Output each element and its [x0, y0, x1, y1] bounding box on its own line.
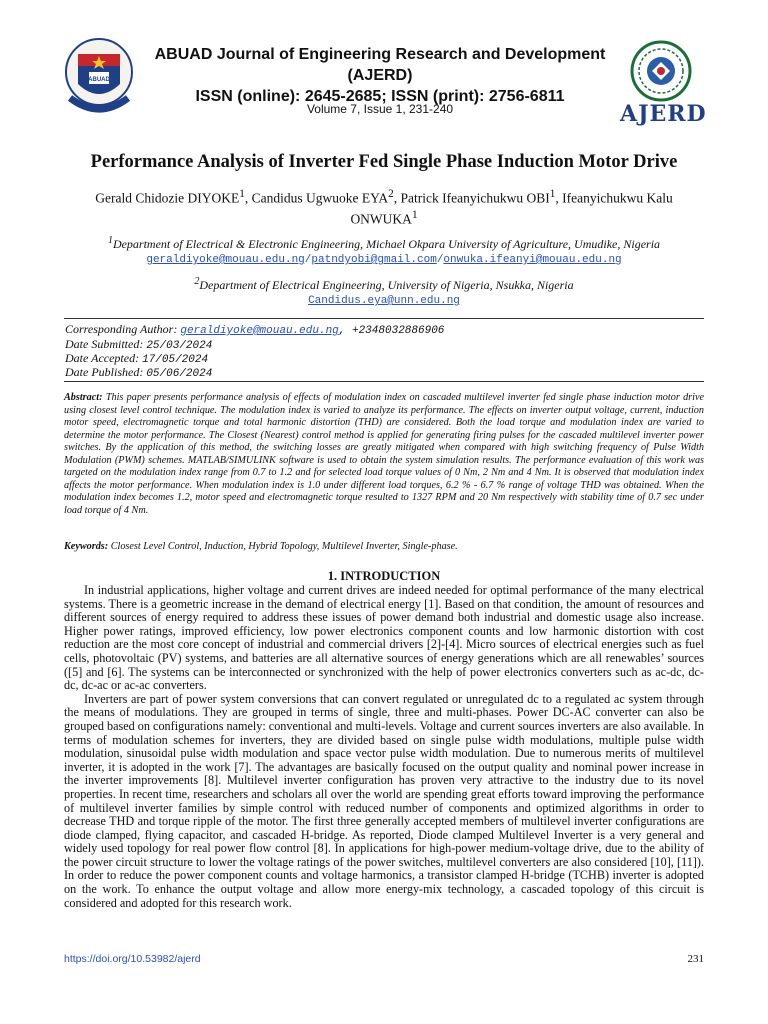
corresponding-phone: , +2348032886906 — [338, 325, 445, 337]
crest-inner-text: ABUAD — [88, 77, 110, 83]
submission-info-box — [64, 318, 704, 382]
affil-text: Department of Electrical & Electronic Engineering, Michael Okpara University of Agriculture, Umudike, Nigeria — [112, 237, 661, 251]
paragraph: Inverters are part of power system conversions that can convert regulated or unregulated dc to a regulated ac system through the means of modulations. They are grouped in terms of single, three and multi-phases. Power DC-AC converter can also be grouped based on configurations namely: conventional and multi-levels. Voltage and current sources inverters are also available. In terms of modulation schemes for inverters, they are divided based on single pulse width modulations, multiple pulse width modulation, sinusoidal pulse width modulation and space vector pulse width modulation. Due to numerous merits of multilevel inverter, it is adopted in the work [7]. The advantages are basically focused on the output quality and nominal power increase in the inverter improvements [8]. Multilevel inverter configuration has proven very attractive to the industry due to its novel properties. In recent time, researchers and scholars all over the world are spending great efforts toward improving the performance of multilevel inverter families by simple control with reduced number of components and optimized algorithms in order to decrease THD and torque ripple of the motor. The first three generally accepted members of multilevel inverter configurations are diode clamped, flying capacitor, and cascaded H-bridge. As reported, Diode clamped Multilevel Inverter is a very general and widely used topology for real power flow control [8]. In applications for high-power medium-voltage drive, due to the ability of the power circuit structure to lower the voltage ratings of the power switches, multilevel converters are also considered [10], [11]). In order to reduce the power component counts and voltage harmonics, a transistor clamped H-bridge (TCHB) inverter is adopted on the work. To enhance the output voltage and allow more energy-mix technology, a cascaded topology of this circuit is considered and adopted for this research work. — [64, 691, 704, 910]
journal-title-block — [140, 44, 620, 107]
keywords-label: Keywords: — [64, 541, 109, 552]
keywords — [64, 541, 704, 552]
author-name: Gerald Chidozie DIYOKE — [95, 190, 240, 206]
section-heading: 1. INTRODUCTION — [327, 569, 441, 583]
published-date: 05/06/2024 — [146, 368, 213, 380]
journal-volume: Volume 7, Issue 1, 231-240 — [306, 102, 454, 116]
journal-issn: ISSN (online): 2645-2685; ISSN (print): 2756-6811 — [195, 88, 565, 105]
author-sup: 1 — [411, 208, 418, 221]
accepted-date: 17/05/2024 — [142, 354, 209, 366]
body-text — [64, 584, 704, 910]
page-number: 231 — [687, 953, 704, 965]
affil-sup: 1 — [107, 235, 113, 246]
university-crest-logo — [64, 36, 134, 120]
author-sup: 2 — [388, 188, 394, 200]
ajerd-seal-logo — [630, 40, 692, 102]
author-name: Patrick Ifeanyichukwu OBI — [400, 190, 550, 206]
ajerd-wordmark: AJERD — [620, 101, 707, 127]
journal-header — [0, 0, 768, 130]
abstract — [64, 392, 704, 517]
journal-name: ABUAD Journal of Engineering Research and Development (AJERD) — [154, 46, 606, 84]
affil-text: Department of Electrical Engineering, University of Nigeria, Nsukka, Nigeria — [199, 278, 574, 292]
published-label: Date Published: — [65, 365, 144, 379]
abstract-text: This paper presents performance analysis of effects of modulation index on cascaded multilevel inverter fed single phase induction motor drive using closest level control technique. The modulation index is varied to analyze its performance. The effects on inverter output voltage, current, induction motor speed, electromagnetic torque and total harmonic distortion (THD) are considered. Both the load torque and modulation index are varied to determine the motor performance. The Closest (Nearest) control method is applied for generating firing pulses for the cascaded multilevel inverter power switches. By the application of this method, the switching losses are greatly mitigated when compared with high switching frequency of Pulse Width Modulation (PWM) schemes. MATLAB/SIMULINK software is used to obtain the system simulation results. The performance evaluation of this work was targeted on the modulation index range from 0.7 to 1.2 and for selected load torque values of 0 Nm, 2 Nm and 4 Nm. It is observed that modulation index affects the motor performance. When modulation index is 1.0 under different load torques, 6.2 % - 6.7 % range of voltage THD was obtained. When the modulation index becomes 1.2, motor speed and electromagnetic torque resulted to 1327 RPM and 20 Nm respectively with stability time of 0.7 sec under load torque of 4 Nm. — [64, 392, 705, 516]
author-sup: 1 — [549, 188, 556, 200]
email-link[interactable]: patndyobi@gmail.com — [311, 254, 437, 266]
email-link[interactable]: Candidus.eya@unn.edu.ng — [308, 295, 460, 307]
keywords-text: Closest Level Control, Induction, Hybrid Topology, Multilevel Inverter, Single-phase. — [110, 541, 458, 552]
corresponding-email[interactable]: geraldiyoke@mouau.edu.ng — [180, 325, 339, 337]
author-name: Ifeanyichukwu Kalu ONWUKA — [350, 190, 673, 226]
email-link[interactable]: onwuka.ifeanyi@mouau.edu.ng — [443, 254, 622, 266]
paper-title: Performance Analysis of Inverter Fed Single Phase Induction Motor Drive — [90, 152, 678, 172]
paragraph: In industrial applications, higher voltage and current drives are indeed needed for optimal performance of the many electrical systems. There is a geometric increase in the demand of electrical energy [1]. Based on that condition, the amount of resources and different sources of energy required to address these issues of power demand both industrial and domestic usage also increase. Higher power ratings, improved efficiency, low power electronics component counts and low harmonic distortion with cost reduction are the most core concept of industrial and commercial drivers [2]-[4]. Micro sources of electrical energies such as fuel cells, photovoltaic (PV) systems, and batteries are all alternative sources of energy generations which are all renewables’ sources ([5] and [6]. The systems can be interconnected or synchronized with the help of power electronics converters such as ac-dc, dc-dc, dc-ac or ac-ac converters. — [64, 583, 704, 693]
affil-sup: 2 — [194, 276, 200, 287]
doi-link[interactable]: https://doi.org/10.53982/ajerd — [64, 953, 201, 965]
author-list: Gerald Chidozie DIYOKE$^1$, Candidus Ugwuoke EYA$^2$, Patrick Ifeanyichukwu OBI$^1$, Ifeanyichukwu Kalu ONWUKA$^1$ — [95, 188, 673, 226]
author-name: Candidus Ugwuoke EYA — [251, 190, 389, 206]
abstract-label: Abstract: — [64, 392, 103, 403]
author-sup: 1 — [239, 188, 245, 200]
corresponding-label: Corresponding Author: — [65, 322, 178, 336]
submitted-label: Date Submitted: — [65, 337, 144, 351]
accepted-label: Date Accepted: — [65, 351, 140, 365]
email-link[interactable]: geraldiyoke@mouau.edu.ng — [146, 254, 305, 266]
affiliation-2 — [64, 275, 704, 308]
submitted-date: 25/03/2024 — [146, 340, 213, 352]
affiliation-1: $^1$Department of Electrical & Electronic Engineering, Michael Okpara University of Agriculture, Umudike, Nigeria geraldiyoke@mouau.edu.ng/patndyobi@gmail.com/onwuka.ifeanyi@mouau.edu.ng — [107, 235, 661, 266]
